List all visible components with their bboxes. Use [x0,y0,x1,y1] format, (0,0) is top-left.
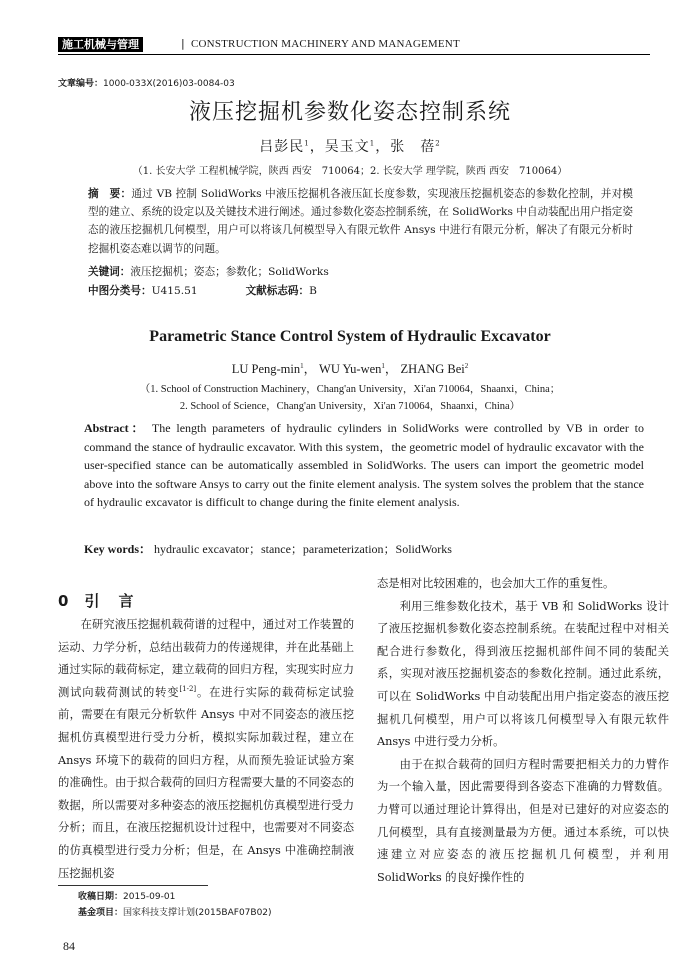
body-paragraph [58,614,354,885]
abstract-en [84,419,644,512]
doc-code-value: B [309,285,317,297]
article-number-label: 文章编号： [58,79,104,89]
author-affil-mark: 1 [304,139,310,148]
keywords-cn-label: 关键词： [88,266,131,278]
authors-cn [0,136,700,156]
received-label: 收稿日期： [78,892,124,902]
footnote-fund [78,905,272,918]
article-number-value: 1000-033X(2016)03-0084-03 [103,79,235,89]
abstract-en-label: Abstract： [84,421,147,435]
journal-name-en: CONSTRUCTION MACHINERY AND MANAGEMENT [191,38,460,50]
affiliation-en-2: 2. School of Science，Chang'an University，Xi'an 710064，Shaanxi，China） [179,401,521,412]
title-cn: 液压挖掘机参数化姿态控制系统 [188,100,511,125]
abstract-cn-label: 摘 要： [88,188,132,200]
keywords-cn [88,264,329,279]
affiliation-en-1: （1. School of Construction Machinery，Chang'an University，Xi'an 710064，Shaanxi，China； [139,384,561,395]
authors-en [0,359,700,377]
author-separator-en: ， [303,362,320,376]
author-name: 张 蓓 [390,139,436,155]
keywords-cn-text: 液压挖掘机；姿态；参数化；SolidWorks [130,266,329,278]
abstract-cn [88,185,633,258]
running-header [58,36,650,55]
received-date: 2015-09-01 [123,892,176,902]
keywords-en [84,540,452,557]
author-affil-mark: 2 [435,139,441,148]
author-affil-mark-en: 1 [300,361,304,370]
section-heading [58,590,135,611]
body-paragraph: 利用三维参数化技术，基于 VB 和 SolidWorks 设计了液压挖掘机参数化姿态控制系统。在装配过程中对相关配合进行参数化，得到液压挖掘机部件间不同的装配关系，实现对液压挖掘机姿态的参数化控制。通过此系统，可以在 SolidWorks 中自动装配出用户指定姿态的液压挖掘机几何模型，用户可以将该几何模型导入有限元软件 Ansys 中进行受力分析。 [377,599,669,749]
section-tag: 施工机械与管理 [58,37,143,52]
author-affil-mark-en: 2 [464,361,469,370]
body-text: 在研究液压挖掘机载荷谱的过程中，通过对工作装置的运动、力学分析，总结出载荷力的传递规律，并在此基础上通过实际的载荷标定，建立载荷的回归方程，实现实时应力测试向载荷测试的转变 [58,618,354,699]
affiliation-cn: （1. 长安大学 工程机械学院，陕西 西安 710064；2. 长安大学 理学院，陕西 西安 710064） [132,166,568,177]
body-text: 。在进行实际的载荷标定试验前，需要在有限元分析软件 Ansys 中对不同姿态的液压挖掘机仿真模型进行受力分析，模拟实际加载过程，建立在 Ansys 环境下的载荷的回归方程，从而预先验证试验方案的准确性。由于拟合载荷的回归方程需要大量的不同姿态的数据，所以需要对多种姿态的液压挖掘机仿真模型进行受力分析；而且，在液压挖掘机设计过程中，也需要对不同姿态的仿真模型进行受力分析；但是，在 Ansys 中准确控制液压挖掘机姿 [58,685,354,880]
keywords-en-label: Key words： [84,542,151,556]
abstract-en-text: The length parameters of hydraulic cylinders in SolidWorks were controlled by VB in order to command the stance of hydraulic excavator. With this system，the geometric model of hydraulic excavator with the user-specified stance can be automatically assembled in SolidWorks. The users can import the geometric model above into the software Ansys to carry out the finite element analysis. The system solves the problem that the stance of hydraulic excavator is difficult to change during the finite element analysis. [84,421,645,510]
author-name-en: WU Yu-wen [319,362,382,376]
section-number: 0 [58,592,71,610]
author-name-en: ZHANG Bei [400,362,465,376]
classification-line [88,283,317,298]
author-name: 吕彭民 [259,139,305,155]
author-separator: ， [309,139,325,155]
fund-label: 基金项目： [78,908,124,918]
author-affil-mark-en: 1 [381,361,385,370]
footnote-received [78,889,175,902]
author-name-en: LU Peng-min [231,362,301,376]
title-en: Parametric Stance Control System of Hydraulic Excavator [149,328,551,345]
body-paragraph: 由于在拟合载荷的回归方程时需要把相关力的力臂作为一个输入量，因此需要得到各姿态下准确的力臂数值。力臂可以通过理论计算得出，但是对已建好的对应姿态的几何模型，具有直接测量最为方便。通过本系统，可以快速建立对应姿态的液压挖掘机几何模型，并利用 SolidWorks 的良好操作性的 [377,757,669,884]
article-number [58,76,235,89]
footnote-rule [58,885,208,886]
keywords-en-text: hydraulic excavator；stance；parameterization；SolidWorks [154,542,452,556]
abstract-cn-text: 通过 VB 控制 SolidWorks 中液压挖掘机各液压缸长度参数，实现液压挖掘机姿态的参数化控制，并对模型的建立、系统的设定以及关键技术进行阐述。通过参数化姿态控制系统，在 SolidWorks 中自动装配出用户指定姿态的液压挖掘机几何模型，用户可以将该几何模型导入有限元软件 Ansys 中进行有限元分析，解决了有限元分析时挖掘机姿态难以调节的问题。 [88,188,634,255]
header-separator: | [181,37,185,50]
doc-code-label: 文献标志码： [245,285,310,297]
fund-value: 国家科技支撑计划(2015BAF07B02) [123,908,272,918]
author-name: 吴玉文 [324,139,370,155]
author-separator: ， [375,139,391,155]
body-paragraph-continued: 态是相对比较困难的，也会加大工作的重复性。 [377,577,615,590]
body-column-left [58,614,354,885]
author-affil-mark: 1 [369,139,376,148]
clc-label: 中图分类号： [88,285,152,297]
clc-value: U415.51 [151,285,198,297]
section-title: 引 言 [84,592,136,610]
body-column-right [377,573,669,889]
author-separator-en: ， [384,362,401,376]
page-number: 84 [63,939,75,953]
citation: [1-2] [179,685,197,694]
